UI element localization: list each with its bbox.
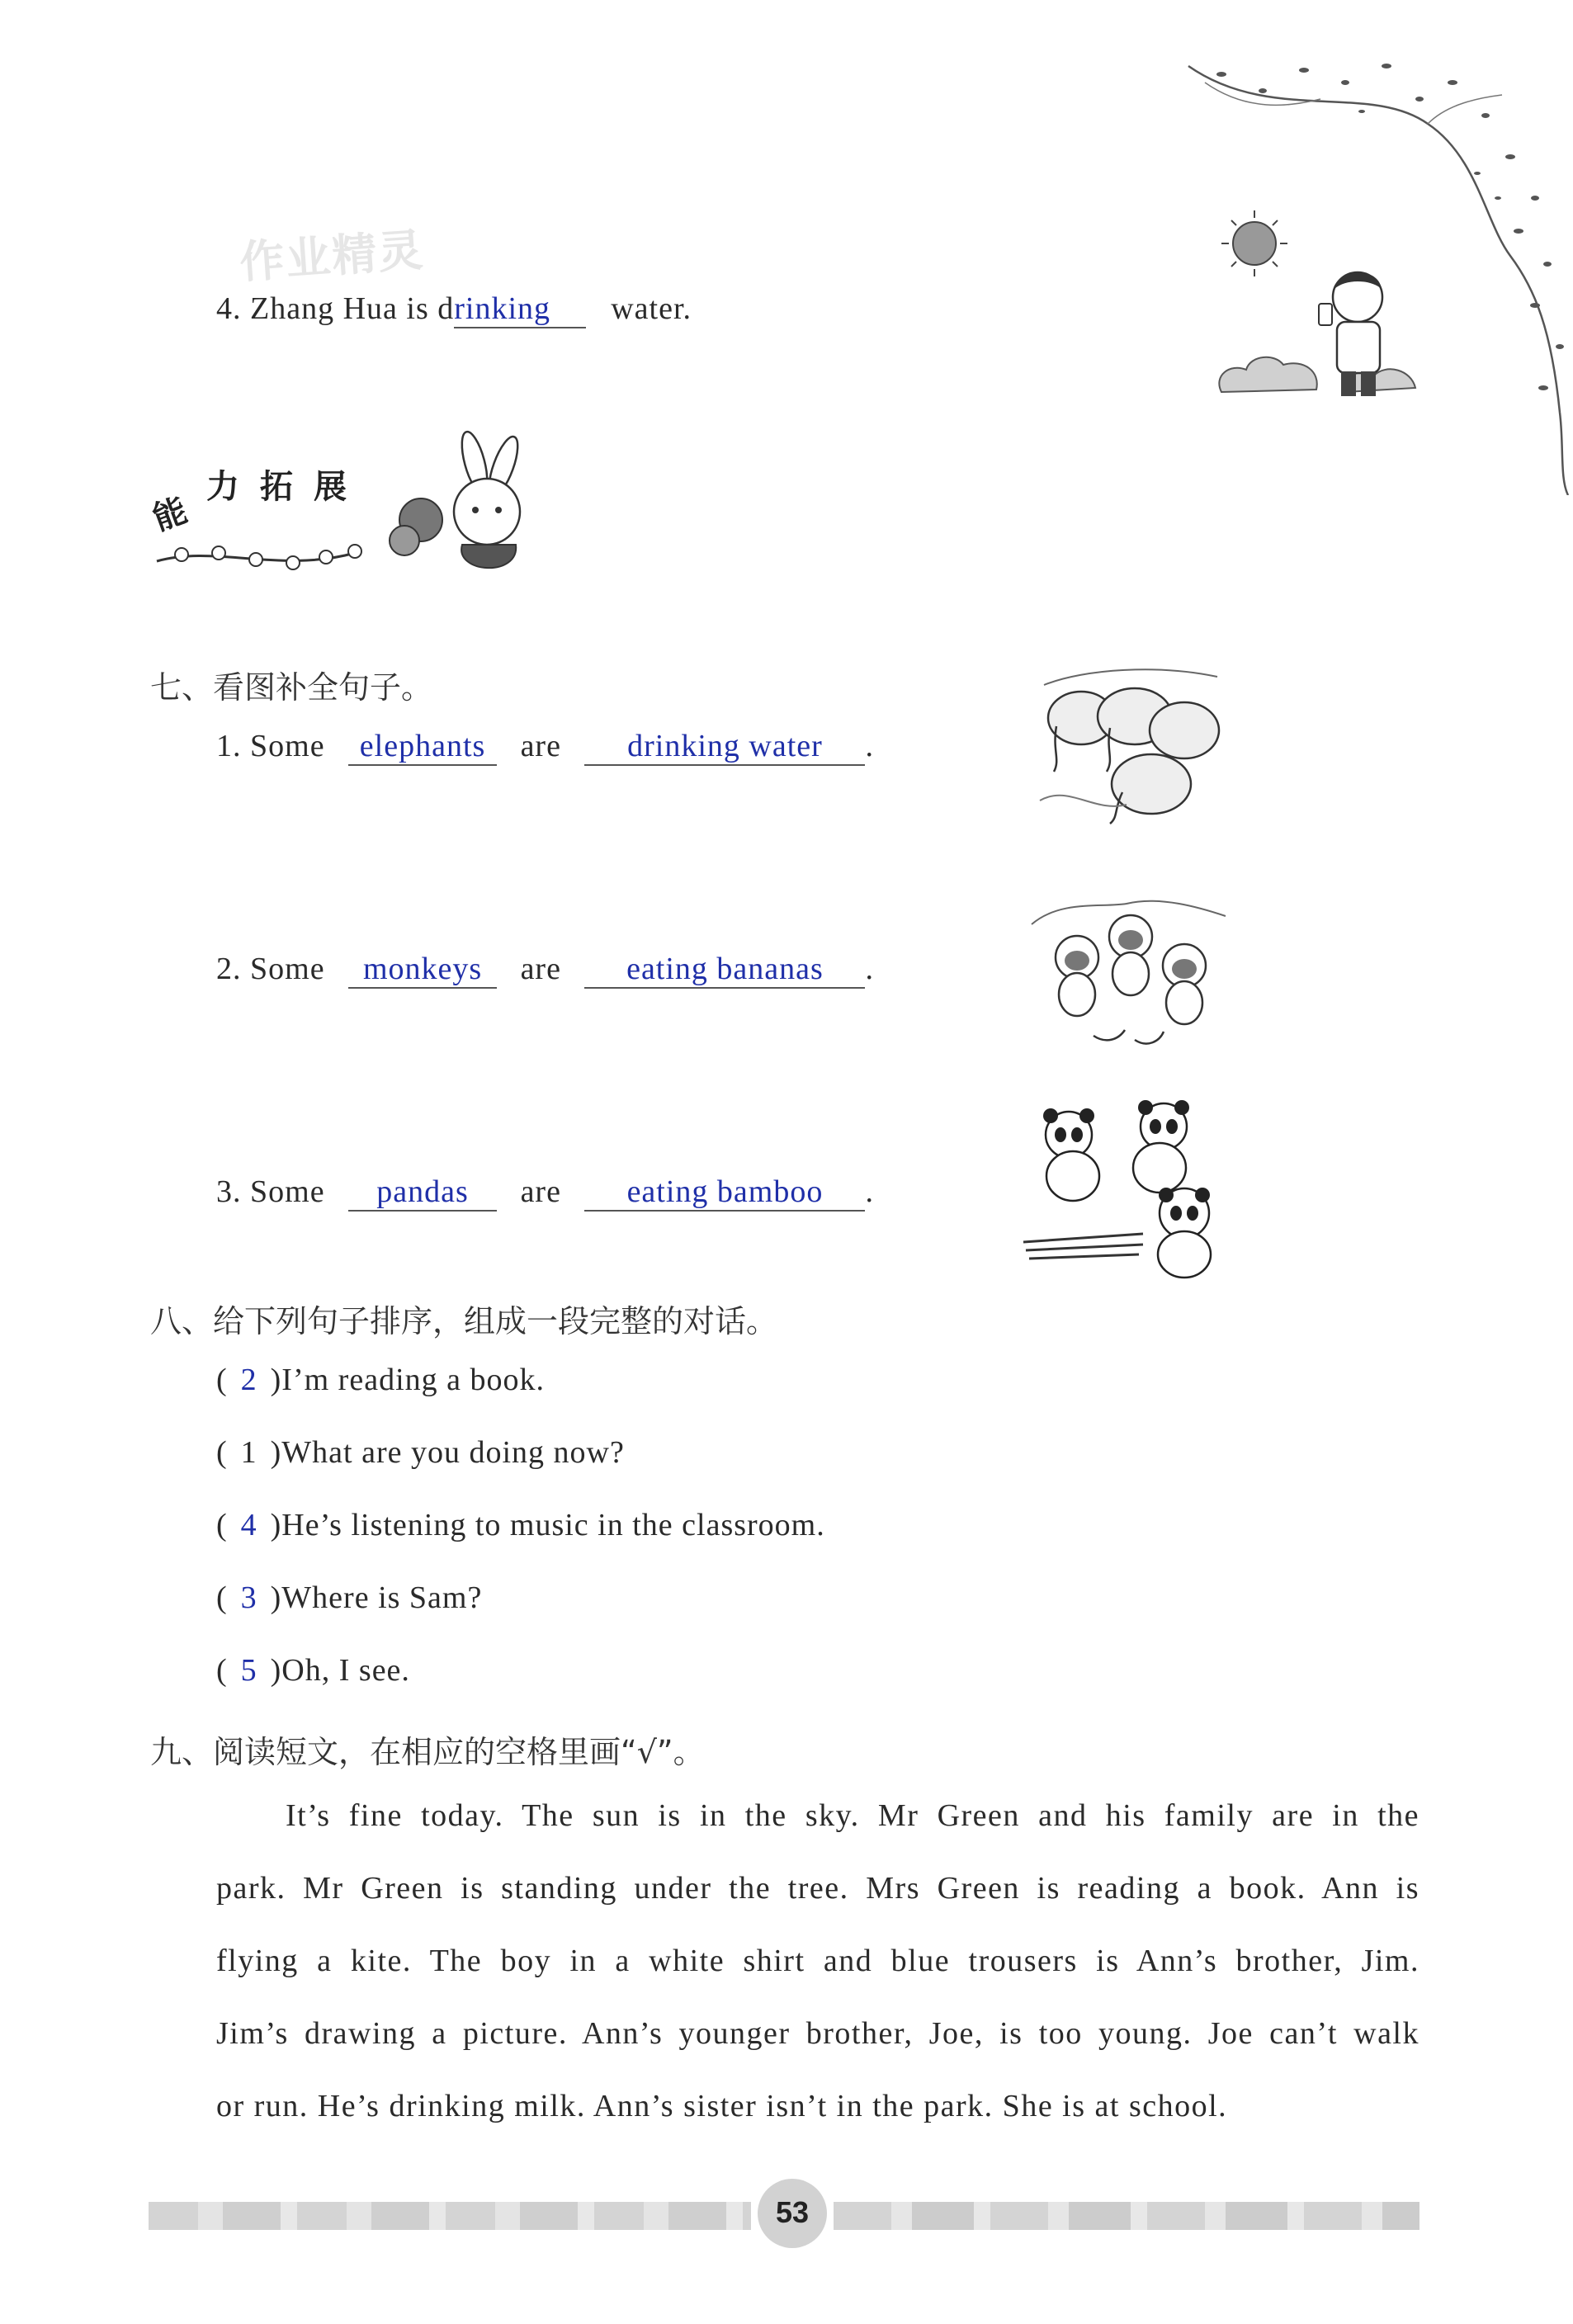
banner-char-2: 力 <box>206 468 239 506</box>
s7-answer-3a: pandas <box>348 1174 497 1212</box>
s7-are-3: are <box>520 1174 561 1209</box>
s7-sentence-1: 1. Some elephants are drinking water . <box>216 728 874 766</box>
section-8-title: 八、给下列句子排序，组成一段完整的对话。 <box>150 1303 778 1339</box>
banner-char-1: 能 <box>148 491 192 539</box>
sentence-4 <box>216 290 692 328</box>
s7-are-2: are <box>520 952 561 986</box>
sentence-4-prefix: 4. Zhang Hua is d <box>216 291 455 326</box>
s7-answer-3b: eating bamboo <box>584 1174 865 1212</box>
s7-sentence-2: 2. Some monkeys are eating bananas . <box>216 951 874 989</box>
page-number: 53 <box>775 2195 810 2229</box>
s7-answer-1a: elephants <box>348 728 497 766</box>
monkeys-picture <box>1027 891 1230 1056</box>
s8-item-2: ( 1 )What are you doing now? <box>216 1435 625 1470</box>
passage-line-3: flying a kite. The boy in a white shirt and blue trousers is Ann’s brother, Jim. <box>216 1944 1419 1978</box>
s8-answer-3: 4 <box>240 1508 257 1542</box>
footer-band-right <box>834 2202 1419 2230</box>
s7-answer-2b: eating bananas <box>584 951 865 989</box>
flower-vine-decoration <box>149 429 545 594</box>
passage-line-4: Jim’s drawing a picture. Ann’s younger brother, Joe, is too young. Joe can’t walk <box>216 2016 1419 2051</box>
pandas-picture <box>1019 1089 1234 1283</box>
boy-drinking-illustration <box>1205 206 1444 413</box>
s7-num-2: 2. Some <box>216 952 325 986</box>
rabbit-icon <box>390 429 523 568</box>
answer-drinking: rinking <box>454 290 586 328</box>
passage-line-1: It’s fine today. The sun is in the sky. Mr Green and his family are in the <box>286 1798 1419 1833</box>
sentence-4-suffix: water. <box>611 291 692 326</box>
s8-item-1: ( 2 )I’m reading a book. <box>216 1363 545 1397</box>
elephants-picture <box>1036 660 1226 825</box>
banner-char-4: 展 <box>314 468 347 506</box>
footer-band-left <box>149 2202 751 2230</box>
s8-answer-5: 5 <box>240 1653 257 1688</box>
s8-answer-2: 1 <box>240 1435 257 1470</box>
s7-answer-2a: monkeys <box>348 951 497 989</box>
section-7-title: 七、看图补全句子。 <box>150 669 433 706</box>
s8-item-3: ( 4 )He’s listening to music in the classroom. <box>216 1508 825 1542</box>
watermark-logo: 作业精灵 <box>238 224 427 289</box>
s8-text-3: )He’s listening to music in the classroom. <box>270 1508 825 1542</box>
s7-num-1: 1. Some <box>216 729 325 763</box>
s8-text-4: )Where is Sam? <box>270 1580 483 1615</box>
s8-text-5: )Oh, I see. <box>270 1653 410 1688</box>
s8-text-2: )What are you doing now? <box>270 1435 625 1470</box>
s7-are-1: are <box>520 729 561 763</box>
reading-passage <box>216 1779 1419 2142</box>
sun-icon <box>1221 210 1287 276</box>
banner-char-3: 拓 <box>260 468 293 506</box>
s7-sentence-3: 3. Some pandas are eating bamboo . <box>216 1174 874 1212</box>
passage-line-5: or run. He’s drinking milk. Ann’s sister isn’t in the park. She is at school. <box>216 2089 1228 2123</box>
s7-num-3: 3. Some <box>216 1174 325 1209</box>
s8-answer-4: 3 <box>240 1580 257 1615</box>
s7-answer-1b: drinking water <box>584 728 865 766</box>
s8-item-4: ( 3 )Where is Sam? <box>216 1580 483 1615</box>
s8-text-1: )I’m reading a book. <box>270 1363 545 1397</box>
s8-item-5: ( 5 )Oh, I see. <box>216 1653 410 1688</box>
section-9-title: 九、阅读短文，在相应的空格里画“√”。 <box>150 1734 705 1770</box>
passage-line-2: park. Mr Green is standing under the tree. Mrs Green is reading a book. Ann is <box>216 1871 1419 1906</box>
s8-answer-1: 2 <box>240 1363 257 1397</box>
section-banner <box>149 429 545 594</box>
